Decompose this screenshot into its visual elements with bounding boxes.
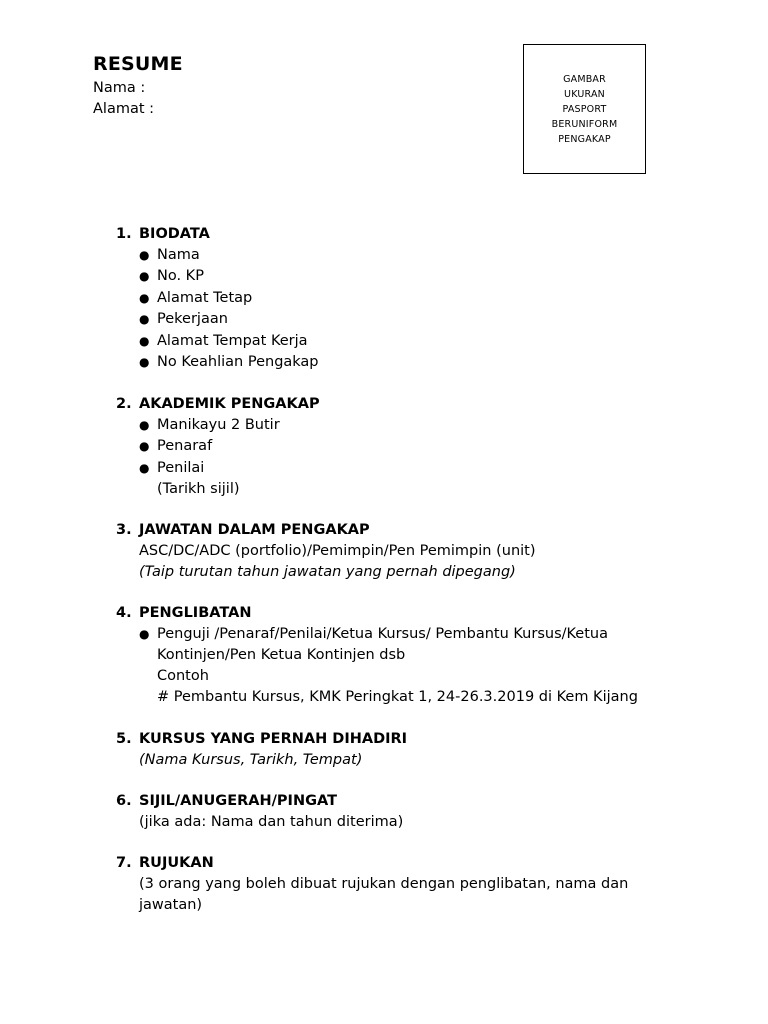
- section-number: 2.: [116, 396, 132, 412]
- list-item: No. KP: [157, 268, 204, 284]
- section-number: 7.: [116, 855, 132, 871]
- name-label: Nama :: [93, 80, 146, 96]
- section-title: KURSUS YANG PERNAH DIHADIRI: [139, 731, 408, 747]
- bullet-icon: ●: [139, 248, 150, 262]
- bullet-icon: ●: [139, 439, 150, 453]
- list-item: Penguji /Penaraf/Penilai/Ketua Kursus/ Pembantu Kursus/Ketua: [157, 626, 608, 642]
- bullet-icon: ●: [139, 334, 150, 348]
- section-number: 4.: [116, 605, 132, 621]
- bullet-icon: ●: [139, 355, 150, 369]
- photo-box-line: UKURAN: [564, 88, 605, 100]
- section-title: JAWATAN DALAM PENGAKAP: [139, 522, 370, 538]
- bullet-icon: ●: [139, 269, 150, 283]
- section-text: ASC/DC/ADC (portfolio)/Pemimpin/Pen Pemimpin (unit): [139, 543, 536, 559]
- bullet-icon: ●: [139, 627, 150, 641]
- section-title: AKADEMIK PENGAKAP: [139, 396, 320, 412]
- section-title: RUJUKAN: [139, 855, 214, 871]
- example-text: # Pembantu Kursus, KMK Peringkat 1, 24-26.3.2019 di Kem Kijang: [157, 689, 638, 705]
- photo-box-line: PENGAKAP: [558, 133, 611, 145]
- section-number: 6.: [116, 793, 132, 809]
- list-item: No Keahlian Pengakap: [157, 354, 319, 370]
- address-label: Alamat :: [93, 101, 155, 117]
- list-item-continuation: Kontinjen/Pen Ketua Kontinjen dsb: [157, 647, 406, 663]
- section-number: 1.: [116, 226, 132, 242]
- list-item: Penaraf: [157, 438, 213, 454]
- section-title: SIJIL/ANUGERAH/PINGAT: [139, 793, 337, 809]
- example-label: Contoh: [157, 668, 209, 684]
- photo-box-line: PASPORT: [562, 103, 607, 115]
- list-item: Alamat Tetap: [157, 290, 253, 306]
- section-title: PENGLIBATAN: [139, 605, 252, 621]
- page-title: RESUME: [93, 53, 183, 75]
- bullet-icon: ●: [139, 291, 150, 305]
- section-number: 5.: [116, 731, 132, 747]
- section-note: (Taip turutan tahun jawatan yang pernah dipegang): [139, 564, 516, 580]
- section-note: (Nama Kursus, Tarikh, Tempat): [139, 752, 363, 768]
- section-note: (3 orang yang boleh dibuat rujukan dengan penglibatan, nama dan: [139, 876, 629, 892]
- bullet-icon: ●: [139, 418, 150, 432]
- section-number: 3.: [116, 522, 132, 538]
- section-title: BIODATA: [139, 226, 210, 242]
- section-note-continuation: jawatan): [139, 897, 203, 913]
- list-item: Alamat Tempat Kerja: [157, 333, 308, 349]
- list-item: Pekerjaan: [157, 311, 228, 327]
- section-note: (jika ada: Nama dan tahun diterima): [139, 814, 404, 830]
- photo-box-line: GAMBAR: [563, 73, 606, 85]
- list-item: Manikayu 2 Butir: [157, 417, 280, 433]
- list-item: Nama: [157, 247, 200, 263]
- bullet-icon: ●: [139, 461, 150, 475]
- bullet-icon: ●: [139, 312, 150, 326]
- passport-photo-placeholder: [523, 44, 646, 174]
- section-note: (Tarikh sijil): [157, 481, 240, 497]
- list-item: Penilai: [157, 460, 205, 476]
- photo-box-line: BERUNIFORM: [551, 118, 618, 130]
